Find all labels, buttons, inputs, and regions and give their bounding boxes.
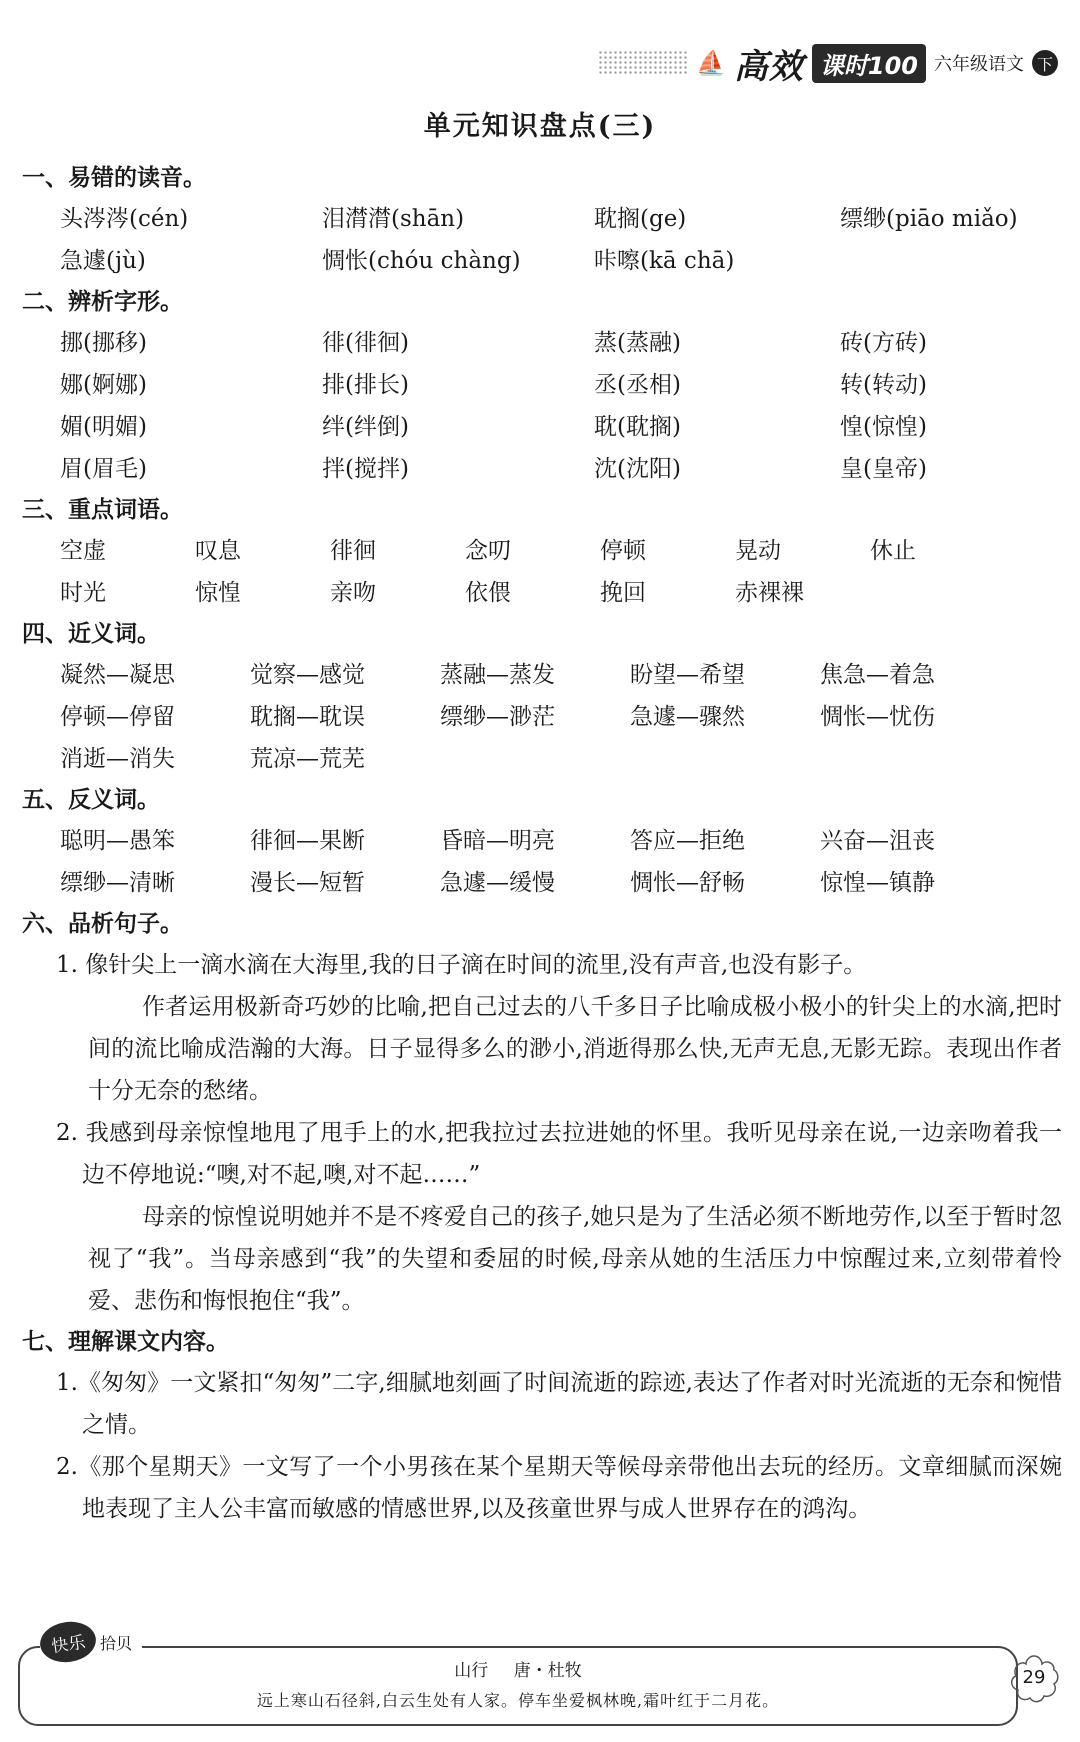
fun-badge-circle: 快乐 bbox=[37, 1618, 98, 1665]
word-pair: 徘徊—果断 bbox=[250, 828, 365, 854]
poem-heading bbox=[20, 1656, 1016, 1681]
word-cell: 惊惶 bbox=[195, 580, 241, 606]
word-pair: 惆怅—舒畅 bbox=[630, 870, 745, 896]
brand-sub: 课时100 bbox=[812, 44, 926, 83]
fun-badge-label: 拾贝 bbox=[100, 1633, 133, 1653]
section-heading: 一、易错的读音。 bbox=[22, 165, 206, 191]
table-row bbox=[22, 322, 1062, 364]
section-heading: 六、品析句子。 bbox=[22, 911, 183, 937]
word-cell: 惶(惊惶) bbox=[840, 414, 927, 440]
word-pair bbox=[630, 738, 820, 780]
word-cell: 砖(方砖) bbox=[840, 330, 927, 356]
word-cell: 转(转动) bbox=[840, 372, 927, 398]
word-cell: 赤裸裸 bbox=[735, 580, 804, 606]
page-number: 29 bbox=[1022, 1667, 1046, 1688]
word-pair bbox=[440, 738, 630, 780]
word-pair: 惊惶—镇静 bbox=[820, 870, 935, 896]
page-title: 单元知识盘点(三) bbox=[423, 111, 657, 142]
poem-footer bbox=[18, 1632, 1018, 1726]
word-cell: 挽回 bbox=[600, 580, 646, 606]
sentence-item: 2. 我感到母亲惊惶地甩了甩手上的水,把我拉过去拉进她的怀里。我听见母亲在说,一边亲吻着我一边不停地说:“噢,对不起,噢,对不起……” bbox=[56, 1120, 1062, 1188]
word-pair: 耽搁—耽误 bbox=[250, 704, 365, 730]
word-cell: 休止 bbox=[870, 538, 916, 564]
word-cell: 时光 bbox=[60, 580, 106, 606]
word-cell: 蒸(蒸融) bbox=[594, 330, 681, 356]
word-pair: 惆怅—忧伤 bbox=[820, 704, 935, 730]
poem-text: 远上寒山石径斜,白云生处有人家。停车坐爱枫林晚,霜叶红于二月花。 bbox=[256, 1691, 780, 1710]
word-cell: 眉(眉毛) bbox=[60, 456, 147, 482]
word-cell: 空虚 bbox=[60, 538, 106, 564]
word-cell: 惆怅(chóu chàng) bbox=[322, 248, 521, 274]
header-brand bbox=[598, 40, 1058, 86]
word-pair: 答应—拒绝 bbox=[630, 828, 745, 854]
dot-pattern-decoration bbox=[598, 50, 688, 76]
word-cell: 依偎 bbox=[465, 580, 511, 606]
word-pair: 凝然—凝思 bbox=[60, 662, 175, 688]
table-row bbox=[22, 572, 1062, 614]
table-row bbox=[22, 738, 1062, 780]
word-cell: 急遽(jù) bbox=[60, 248, 146, 274]
table-row bbox=[22, 820, 1062, 862]
table-row bbox=[22, 696, 1062, 738]
word-pair: 昏暗—明亮 bbox=[440, 828, 555, 854]
word-cell: 晃动 bbox=[735, 538, 781, 564]
poem-author: 唐・杜牧 bbox=[513, 1661, 582, 1681]
word-cell: 徘(徘徊) bbox=[322, 330, 409, 356]
table-row bbox=[22, 198, 1062, 240]
word-pair: 消逝—消失 bbox=[60, 746, 175, 772]
section-heading: 四、近义词。 bbox=[22, 621, 160, 647]
word-cell: 拌(搅拌) bbox=[322, 456, 409, 482]
content-item: 2.《那个星期天》一文写了一个小男孩在某个星期天等候母亲带他出去玩的经历。文章细腻而深婉地表现了主人公丰富而敏感的情感世界,以及孩童世界与成人世界存在的鸿沟。 bbox=[56, 1454, 1062, 1522]
word-cell: 排(排长) bbox=[322, 372, 409, 398]
table-row bbox=[22, 862, 1062, 904]
word-pair: 急遽—缓慢 bbox=[440, 870, 555, 896]
word-cell: 泪潸潸(shān) bbox=[322, 206, 465, 232]
word-cell: 绊(绊倒) bbox=[322, 414, 409, 440]
word-cell: 耽(耽搁) bbox=[594, 414, 681, 440]
word-cell: 媚(明媚) bbox=[60, 414, 147, 440]
content-item: 1.《匆匆》一文紧扣“匆匆”二字,细腻地刻画了时间流逝的踪迹,表达了作者对时光流逝的无奈和惋惜之情。 bbox=[56, 1370, 1062, 1438]
word-cell bbox=[870, 572, 1005, 614]
page-number-badge bbox=[1006, 1650, 1062, 1706]
section-heading: 二、辨析字形。 bbox=[22, 289, 183, 315]
word-cell: 叹息 bbox=[195, 538, 241, 564]
sentence-analysis: 母亲的惊惶说明她并不是不疼爱自己的孩子,她只是为了生活必须不断地劳作,以至于暂时忽视了“我”。当母亲感到“我”的失望和委屈的时候,母亲从她的生活压力中惊醒过来,立刻带着怜爱、悲伤和悔恨抱住“我”。 bbox=[88, 1204, 1062, 1314]
table-row bbox=[22, 654, 1062, 696]
word-cell: 咔嚓(kā chā) bbox=[594, 248, 735, 274]
word-cell: 头涔涔(cén) bbox=[60, 206, 189, 232]
word-cell: 亲吻 bbox=[330, 580, 376, 606]
word-cell: 停顿 bbox=[600, 538, 646, 564]
word-pair: 盼望—希望 bbox=[630, 662, 745, 688]
sentence-item: 1. 像针尖上一滴水滴在大海里,我的日子滴在时间的流里,没有声音,也没有影子。 bbox=[56, 952, 867, 978]
section-heading: 五、反义词。 bbox=[22, 787, 160, 813]
word-pair: 缥缈—渺茫 bbox=[440, 704, 555, 730]
word-cell: 缥缈(piāo miǎo) bbox=[840, 206, 1018, 232]
word-pair: 急遽—骤然 bbox=[630, 704, 745, 730]
volume-badge: 下 bbox=[1032, 50, 1058, 76]
section-heading: 七、理解课文内容。 bbox=[22, 1329, 229, 1355]
word-cell: 娜(婀娜) bbox=[60, 372, 147, 398]
table-row bbox=[22, 448, 1062, 490]
word-pair: 焦急—着急 bbox=[820, 662, 935, 688]
brand-main: 高效 bbox=[733, 46, 804, 87]
word-cell: 耽搁(ge) bbox=[594, 206, 687, 232]
content bbox=[22, 158, 1062, 1530]
word-pair: 荒凉—荒芜 bbox=[250, 746, 365, 772]
word-pair: 兴奋—沮丧 bbox=[820, 828, 935, 854]
word-pair: 聪明—愚笨 bbox=[60, 828, 175, 854]
ship-icon: ⛵ bbox=[696, 49, 726, 77]
word-cell: 徘徊 bbox=[330, 538, 376, 564]
word-pair: 觉察—感觉 bbox=[250, 662, 365, 688]
sentence-analysis: 作者运用极新奇巧妙的比喻,把自己过去的八千多日子比喻成极小极小的针尖上的水滴,把时间的流比喻成浩瀚的大海。日子显得多么的渺小,消逝得那么快,无声无息,无影无踪。表现出作者十分无奈的愁绪。 bbox=[88, 994, 1062, 1104]
table-row bbox=[22, 406, 1062, 448]
word-pair: 蒸融—蒸发 bbox=[440, 662, 555, 688]
word-pair: 缥缈—清晰 bbox=[60, 870, 175, 896]
word-cell: 念叨 bbox=[465, 538, 511, 564]
word-cell: 皇(皇帝) bbox=[840, 456, 927, 482]
grade-label: 六年级语文 bbox=[934, 54, 1024, 75]
word-cell: 挪(挪移) bbox=[60, 330, 147, 356]
word-pair: 停顿—停留 bbox=[60, 704, 175, 730]
word-pair: 漫长—短暂 bbox=[250, 870, 365, 896]
word-pair bbox=[820, 738, 1010, 780]
table-row bbox=[22, 364, 1062, 406]
table-row bbox=[22, 530, 1062, 572]
table-row bbox=[22, 240, 1062, 282]
section-heading: 三、重点词语。 bbox=[22, 497, 183, 523]
word-cell: 沈(沈阳) bbox=[594, 456, 681, 482]
poem-title: 山行 bbox=[454, 1661, 489, 1681]
word-cell: 丞(丞相) bbox=[594, 372, 681, 398]
